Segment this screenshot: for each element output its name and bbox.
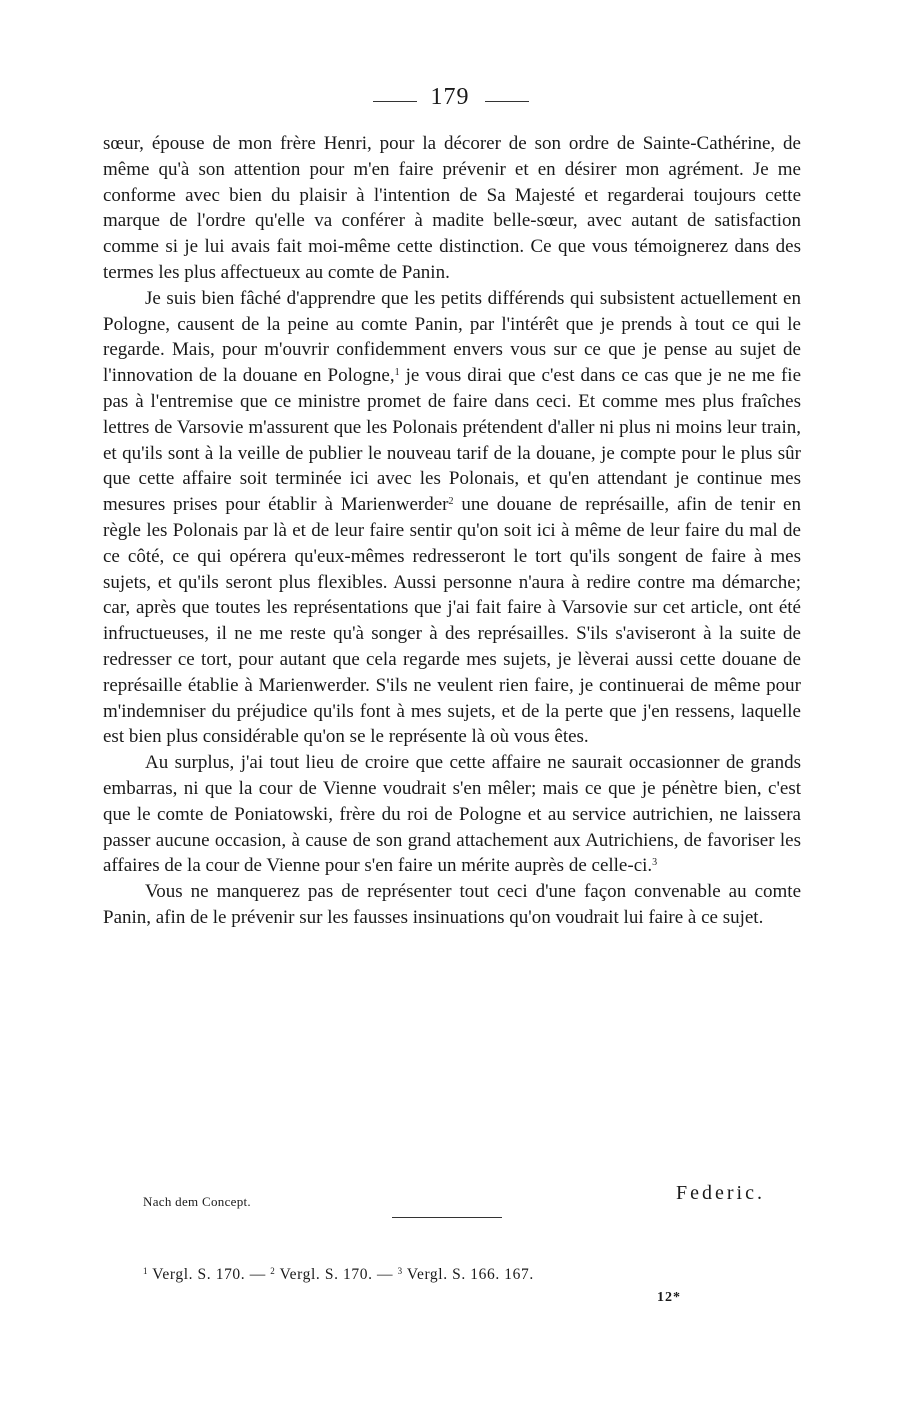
header-rule-left (373, 101, 417, 102)
footnote-separator (392, 1217, 502, 1218)
page-number: 179 (430, 84, 470, 110)
signature: Federic. (676, 1182, 765, 1204)
paragraph-2-text-a: Je suis bien fâché d'apprendre que les petits différends qui subsistent actuellement en Pologne, causent de la peine au comte Panin, par l'intérêt que je prends à tout ce qui le regarde. Mais, pour m'ouvrir confidemment envers vous sur ce que je pense au sujet de l'innovation de la douane en Pologne, (103, 287, 801, 387)
footnote-1-mark: 1 (143, 1266, 149, 1276)
page-header (0, 84, 900, 120)
paragraph-1 (103, 131, 801, 286)
paragraph-2-text-b: je vous dirai que c'est dans ce cas que je ne me fie pas à l'entremise que ce ministre promet de faire dans ceci. Et comme mes plus fraîches lettres de Varsovie m'assurent que les Polonais prétendent d'aller ni plus ni moins leur train, et qu'ils sont à la veille de publier le nouveau tarif de la douane, je compte pour le plus sûr que cette affaire soit terminée ici avec les Polonais, et qu'en attendant je continue mes mesures prises pour établir à Marienwerder (103, 365, 801, 516)
footnote-3-mark: 3 (397, 1266, 403, 1276)
footnote-ref-2: 2 (448, 496, 454, 508)
footnote-3-text: Vergl. S. 166. 167. (402, 1266, 534, 1283)
paragraph-4-text: Vous ne manquerez pas de représenter tout ceci d'une façon convenable au comte Panin, afin de le prévenir sur les fausses insinuations qu'on voudrait lui faire à ce sujet. (103, 881, 801, 928)
footnote-ref-1: 1 (394, 367, 400, 379)
footnote-1-text: Vergl. S. 170. — (148, 1266, 271, 1283)
paragraph-3-text: Au surplus, j'ai tout lieu de croire que cette affaire ne saurait occasionner de grands embarras, ni que la cour de Vienne voudrait s'en mêler; mais ce que je pénètre bien, c'est que le comte de Poniatowski, frère du roi de Pologne et au service autrichien, ne laissera passer aucune occasion, à cause de son grand attachement aux Autrichiens, de favoriser les affaires de la cour de Vienne pour s'en faire un mérite auprès de celle-ci. (103, 752, 801, 877)
source-note: Nach dem Concept. (143, 1194, 251, 1209)
printer-signature-mark: 12* (657, 1290, 681, 1305)
paragraph-2-text-c: une douane de représaille, afin de tenir en règle les Polonais par là et de leur faire sentir qu'on soit ici à même de leur faire du mal de ce côté, ce qui opérera qu'eux-mêmes redresseront le tort qu'ils songent de faire à mes sujets, et qu'ils seront plus flexibles. Aussi personne n'aura à redire contre ma démarche; car, après que toutes les représentations que j'ai fait faire à Varsovie sur cet article, ont été infructueuses, il ne me reste qu'à songer à des représailles. S'ils s'aviseront à la suite de redresser ce tort, pour autant que cela regarde mes sujets, je lèverai aussi cette douane de représaille établie à Marienwerder. S'ils ne veulent rien faire, je continuerai de même pour m'indemniser du préjudice qu'ils font à mes sujets, et de la perte que j'en ressens, laquelle est bien plus considérable qu'on se le représente là où vous êtes. (103, 494, 801, 748)
header-rule-right (485, 101, 529, 102)
closing-row (0, 1182, 900, 1212)
paragraph-2 (103, 286, 801, 750)
paragraph-4 (103, 879, 801, 931)
paragraph-3 (103, 750, 801, 879)
footnotes (143, 1266, 534, 1284)
footnote-2-mark: 2 (270, 1266, 276, 1276)
footnote-2-text: Vergl. S. 170. — (275, 1266, 398, 1283)
paragraph-1-text: sœur, épouse de mon frère Henri, pour la décorer de son ordre de Sainte-Cathérine, de même qu'à son attention pour m'en faire prévenir et en désirer mon agrément. Je me conforme avec bien du plaisir à l'intention de Sa Majesté et regarderai toujours cette marque de l'ordre qu'elle va conférer à madite belle-sœur, avec autant de satisfaction comme si je lui avais fait moi-même cette distinction. Ce que vous témoignerez dans des termes les plus affectueux au comte de Panin. (103, 133, 801, 283)
letter-body (103, 131, 801, 931)
footnote-ref-3: 3 (652, 857, 658, 869)
